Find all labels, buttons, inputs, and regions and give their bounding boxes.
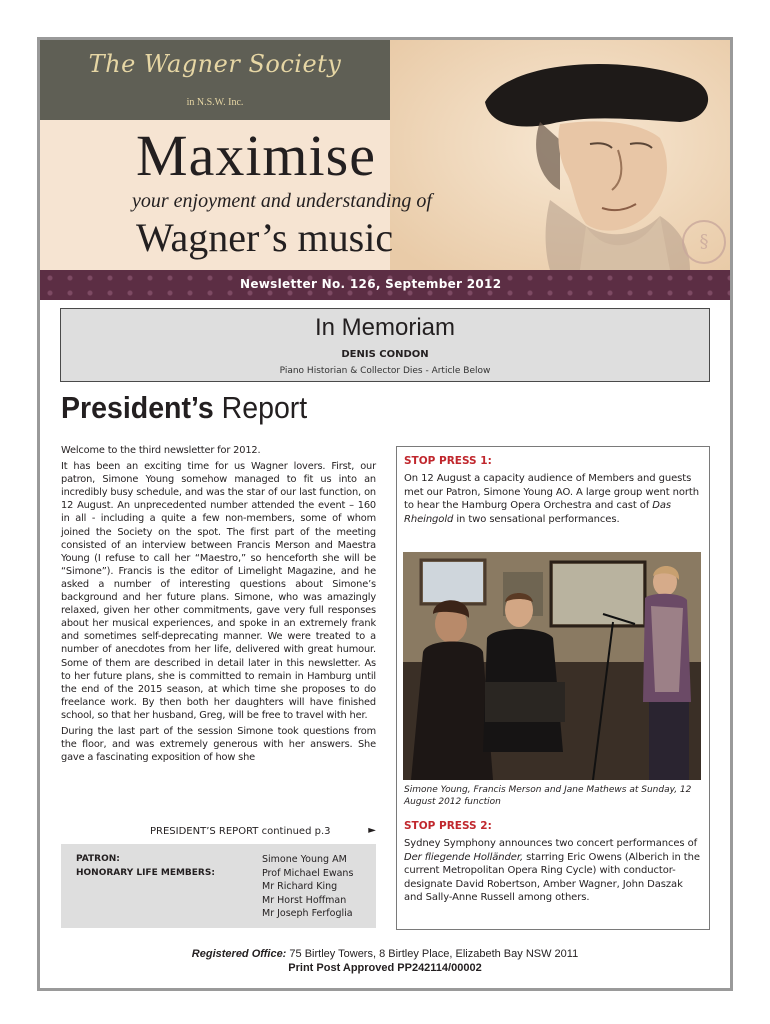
stop-press-2-text-a: Sydney Symphony announces two concert performances of <box>404 838 698 849</box>
registered-office-address: 75 Birtley Towers, 8 Birtley Place, Elizabeth Bay NSW 2011 <box>286 948 579 960</box>
report-heading <box>61 390 307 426</box>
stop-press-1-text-b: in two sensational performances. <box>453 513 620 525</box>
patron-label: PATRON: <box>76 854 120 864</box>
honorary-member-name: Mr Joseph Ferfoglia <box>262 908 353 919</box>
report-paragraph: During the last part of the session Simone took questions from the floor, and was extremely generous with her answers. She gave a fascinating exposition of how she <box>61 725 376 764</box>
ws-monogram-icon: § <box>682 220 726 264</box>
society-name: The Wagner Society <box>88 50 342 78</box>
masthead-subtitle: Wagner’s music <box>136 215 394 260</box>
arrow-right-icon: ► <box>368 825 376 836</box>
honorary-members-label: HONORARY LIFE MEMBERS: <box>76 868 215 878</box>
print-post-number: Print Post Approved PP242114/00002 <box>288 962 482 974</box>
report-continued-label: PRESIDENT’S REPORT continued p.3 <box>150 826 331 837</box>
stop-press-1-heading: STOP PRESS 1: <box>404 455 492 467</box>
memoriam-subtitle: Piano Historian & Collector Dies - Article Below <box>279 366 491 376</box>
stop-press-2-text-italic: Der fliegende Holländer, <box>404 851 524 863</box>
stop-press-1-text <box>404 472 700 526</box>
memoriam-name: DENIS CONDON <box>341 349 429 360</box>
patron-name: Simone Young AM <box>262 854 347 865</box>
report-body <box>61 444 376 767</box>
report-continued-link[interactable] <box>150 826 376 837</box>
society-subtitle: in N.S.W. Inc. <box>186 97 244 108</box>
newsletter-issue: Newsletter No. 126, September 2012 <box>240 277 502 291</box>
stop-press-2-text-b: starring Eric Owens (Alberich in the current Metropolitan Opera Ring Cycle) with conductor-designate David Robertson, Amber Wagner, John Daszak and Sally-Anne Russell among others. <box>404 851 700 904</box>
stop-press-1-text-italic: Das Rheingold <box>404 500 672 525</box>
registered-office-label: Registered Office: <box>191 948 287 960</box>
memoriam-box <box>60 308 710 382</box>
wagner-portrait-image <box>390 40 730 270</box>
report-paragraph: It has been an exciting time for us Wagner lovers. First, our patron, Simone Young somehow managed to fit us into an incredibly busy schedule, and was the star of our last function, on 12 August. An unprecedented number attended the event – 160 in all - including a quite a few non-members, some of whom joined the Society on the spot. The first part of the meeting consisted of an interview between Francis Merson and Maestra Young (I refuse to call her “Maestro,” so henceforth she will be “Simone”). Francis is the editor of Limelight Magazine, and he asked a number of interesting questions about Simone’s background and her future plans. Simone, who was amazingly relaxed, given her other commitments, gave very full responses about her musical experiences, and spoke in an extremely frank and sometimes self-deprecating manner. We were treated to a number of anecdotes from her life, delivered with great humour. Some of them are described in detail later in this newsletter. As to her future plans, she is committed to remain in Hamburg until the end of the 2015 season, at which time she proposes to do freelance work. By then both her daughters will have finished school, so that her husband, Greg, will be free to travel with her. <box>61 461 376 721</box>
masthead-tagline: your enjoyment and understanding of <box>132 190 432 212</box>
stop-press-2-text <box>404 837 700 905</box>
footer <box>40 947 730 975</box>
honorary-member-name: Mr Richard King <box>262 881 338 892</box>
event-photo <box>403 552 701 780</box>
report-paragraph: Welcome to the third newsletter for 2012. <box>61 445 261 456</box>
registered-office <box>40 947 730 961</box>
honorary-member-name: Mr Horst Hoffman <box>262 894 347 906</box>
photo-caption: Simone Young, Francis Merson and Jane Mathews at Sunday, 12 August 2012 function <box>404 785 692 807</box>
stop-press-1-text-a: On 12 August a capacity audience of Members and guests met our Patron, Simone Young AO. A large group went north to hear the Hamburg Opera Orchestra and cast of <box>404 473 699 512</box>
report-heading-light: Report <box>213 390 308 425</box>
patrons-box <box>61 844 376 928</box>
honorary-member-name: Prof Michael Ewans <box>262 867 354 879</box>
stop-press-2-heading: STOP PRESS 2: <box>404 820 492 832</box>
masthead-title: Maximise <box>136 123 376 188</box>
memoriam-title: In Memoriam <box>314 314 456 341</box>
report-heading-bold: President’s <box>61 390 214 425</box>
